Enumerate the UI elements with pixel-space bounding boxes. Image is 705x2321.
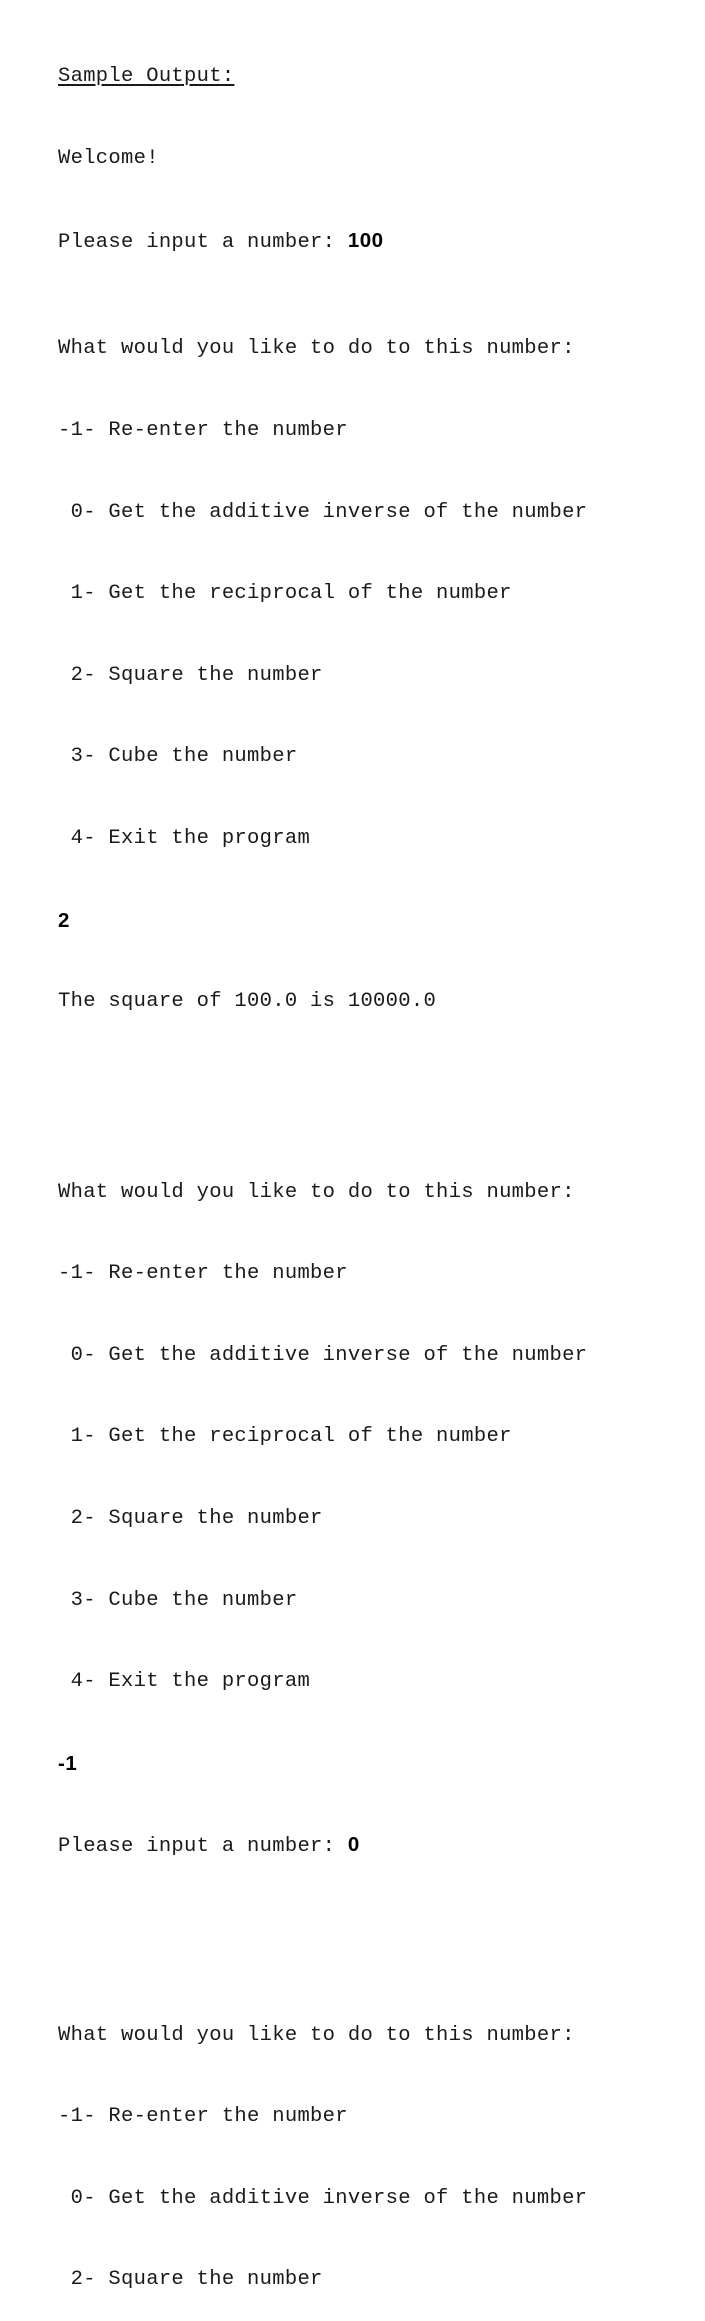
menu-option-additive-inverse: 0- Get the additive inverse of the number	[58, 2186, 588, 2210]
menu-option-reciprocal: 1- Get the reciprocal of the number	[58, 1425, 512, 1449]
menu-option-square: 2- Square the number	[58, 1506, 323, 1530]
menu-question: What would you like to do to this number:	[58, 2023, 575, 2047]
menu-option-square: 2- Square the number	[58, 663, 323, 687]
menu-question: What would you like to do to this number:	[58, 337, 575, 361]
user-input-choice: -1	[58, 1751, 78, 1775]
menu-option-exit: 4- Exit the program	[58, 826, 311, 850]
menu-option-reciprocal: 1- Get the reciprocal of the number	[58, 582, 512, 606]
menu-question: What would you like to do to this number:	[58, 1180, 575, 1204]
blank-line	[58, 1913, 587, 1940]
welcome-line: Welcome!	[58, 147, 159, 170]
prompt-label: Please input a number:	[58, 230, 348, 254]
menu-option-reenter: -1- Re-enter the number	[58, 2105, 348, 2129]
blank-line	[58, 1070, 587, 1097]
menu-option-additive-inverse: 0- Get the additive inverse of the number	[58, 1343, 588, 1367]
prompt-label: Please input a number:	[58, 1835, 348, 1859]
menu-option-additive-inverse: 0- Get the additive inverse of the number	[58, 500, 588, 524]
menu-option-square: 2- Square the number	[58, 2268, 323, 2292]
prompt-line-1	[58, 227, 587, 254]
menu-option-exit: 4- Exit the program	[58, 1670, 311, 1694]
user-input-number: 0	[347, 1833, 360, 1857]
user-input-choice: 2	[58, 908, 70, 932]
menu-option-cube: 3- Cube the number	[58, 1588, 298, 1612]
prompt-line-2	[58, 1831, 587, 1858]
menu-option-reenter: -1- Re-enter the number	[58, 1262, 348, 1286]
sample-output-console	[58, 9, 587, 2321]
user-input-number: 100	[347, 228, 384, 252]
sample-output-heading: Sample Output:	[58, 65, 235, 89]
result-line: The square of 100.0 is 10000.0	[58, 990, 437, 1014]
menu-option-reenter: -1- Re-enter the number	[58, 418, 348, 442]
menu-option-cube: 3- Cube the number	[58, 745, 298, 769]
